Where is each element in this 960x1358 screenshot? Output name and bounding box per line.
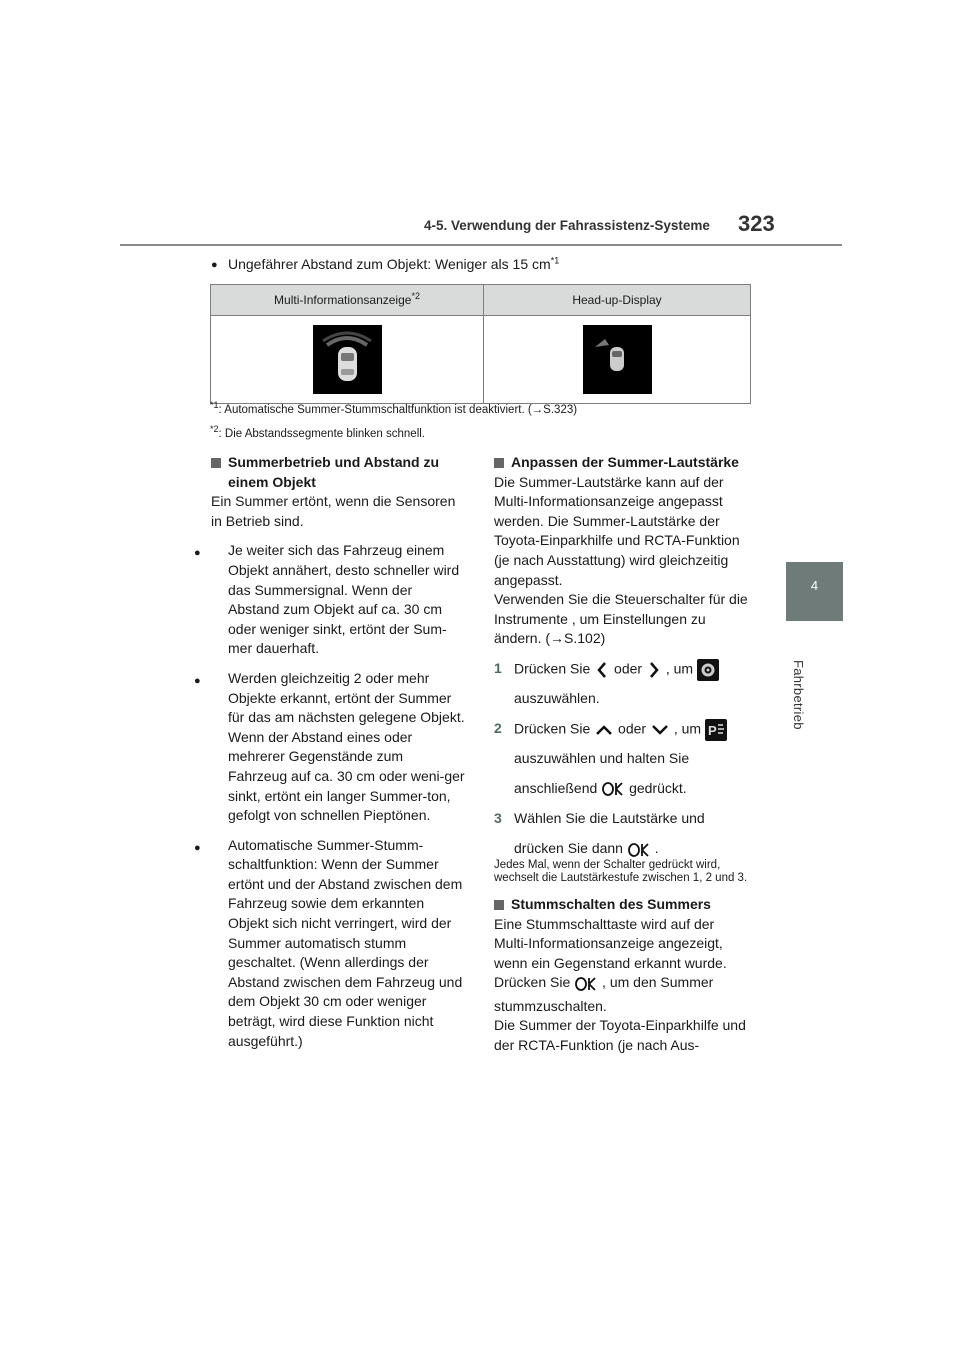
chapter-number: 4 — [810, 578, 819, 593]
mute-instruction-cont: stummzuschalten. — [494, 997, 607, 1014]
display-table — [210, 284, 751, 404]
left-intro: Ein Summer ertönt, wenn die Sensoren in Betrieb sind. — [211, 493, 456, 529]
header-divider — [120, 244, 842, 246]
footnote-ref: *1 — [550, 255, 560, 266]
hud-cell — [484, 316, 751, 404]
page-number: 323 — [738, 211, 775, 236]
mute-paragraph-2: Die Summer der Toyota-Einparkhilfe und der RCTA-Funktion (je nach Aus- — [494, 1017, 746, 1054]
ok-button-icon — [627, 842, 651, 858]
chapter-label: Fahrbetrieb — [791, 660, 806, 730]
heading-buzzer-operation: Summerbetrieb und Abstand zu einem Objekt — [211, 453, 466, 492]
heading-volume: Anpassen der Summer-Lautstärke — [494, 453, 751, 473]
step-3: 3 Wählen Sie die Lautstärke und drücken Sie dann . — [494, 809, 705, 857]
chevron-down-icon — [650, 722, 670, 738]
distance-bullet — [228, 256, 960, 272]
chevron-right-icon — [646, 660, 662, 680]
distance-bullet-text: Ungefährer Abstand zum Objekt: Weniger als 15 cm — [228, 256, 551, 272]
step-1: 1 Drücken Sie oder , um auszuwählen. — [494, 659, 751, 709]
section-title: 4-5. Verwendung der Fahrassistenz-Systeme — [424, 218, 710, 233]
parking-assist-icon — [705, 719, 727, 741]
table-header-multi-info: Multi-Informationsanzeige$^{*2}$ — [211, 285, 484, 316]
chevron-left-icon — [594, 660, 610, 680]
footnote-2: $^{*2}$: Die Abstandssegmente blinken schnell. — [210, 424, 425, 440]
multi-info-cell — [211, 316, 484, 404]
footnote-1: $^{*1}$: Automatische Summer-Stummschaltfunktion ist deaktiviert. (→S.323) — [210, 400, 578, 416]
switch-paragraph: Verwenden Sie die Steuerschalter für die Instrumente , um Einstellungen zu ändern. (→S.102) — [494, 591, 748, 647]
mute-instruction: Drücken Sie , um den Summer — [494, 974, 714, 991]
gear-icon — [697, 659, 719, 681]
step-2: 2 Drücken Sie oder , um P auszuwählen und halten Sie anschließend gedrückt. — [494, 719, 751, 799]
volume-note: Jedes Mal, wenn der Schalter gedrückt wird, wechselt die Lautstärkestufe zwischen 1, 2 und 3. — [494, 858, 748, 884]
volume-paragraph: Die Summer-Lautstärke kann auf der Multi-Informationsanzeige angepasst werden. Die Summer-Lautstärke der Toyota-Einparkhilfe und RCTA-Funktion (je nach Ausstattung) wird gleichzeitig angepasst. — [494, 473, 740, 588]
heading-mute: Stummschalten des Summers — [494, 895, 751, 915]
list-item: ● Je weiter sich das Fahrzeug einem Objekt annähert, desto schneller wird das Summersignal. Wenn der Abstand zum Objekt auf ca. 30 cm oder weniger sinkt, ertönt der Sum-mer dauerhaft. — [211, 541, 466, 659]
list-item: ● Werden gleichzeitig 2 oder mehr Objekte erkannt, ertönt der Summer für das am nächsten gelegene Objekt. Wenn der Abstand eines oder mehrerer Gegenstände zum Fahrzeug auf ca. 30 cm oder weni-ger sinkt, ertönt ein langer Summer-ton, gefolgt von schnellen Pieptönen. — [211, 669, 466, 826]
list-item: ● Automatische Summer-Stumm-schaltfunktion: Wenn der Summer ertönt und der Abstand zwischen dem Fahrzeug sowie dem erkannten Objekt sich nicht verringert, wird der Summer automatisch stumm geschaltet. (Wenn allerdings der Abstand zwischen dem Fahrzeug und dem Objekt 30 cm oder weniger beträgt, wird diese Funktion nicht ausgeführt.) — [211, 836, 466, 1052]
svg-text:P: P — [707, 722, 717, 738]
left-column — [211, 453, 466, 1051]
multi-info-screen-image — [313, 325, 382, 394]
ok-button-icon — [574, 976, 598, 992]
mute-paragraph: Eine Stummschalttaste wird auf der Multi-Informationsanzeige angezeigt, wenn ein Gegenstand erkannt wurde. — [494, 915, 727, 971]
hud-screen-image — [583, 325, 652, 394]
right-column — [494, 453, 751, 1056]
table-header-hud: Head-up-Display — [484, 285, 751, 316]
chevron-up-icon — [594, 722, 614, 738]
ok-button-icon — [601, 781, 625, 797]
